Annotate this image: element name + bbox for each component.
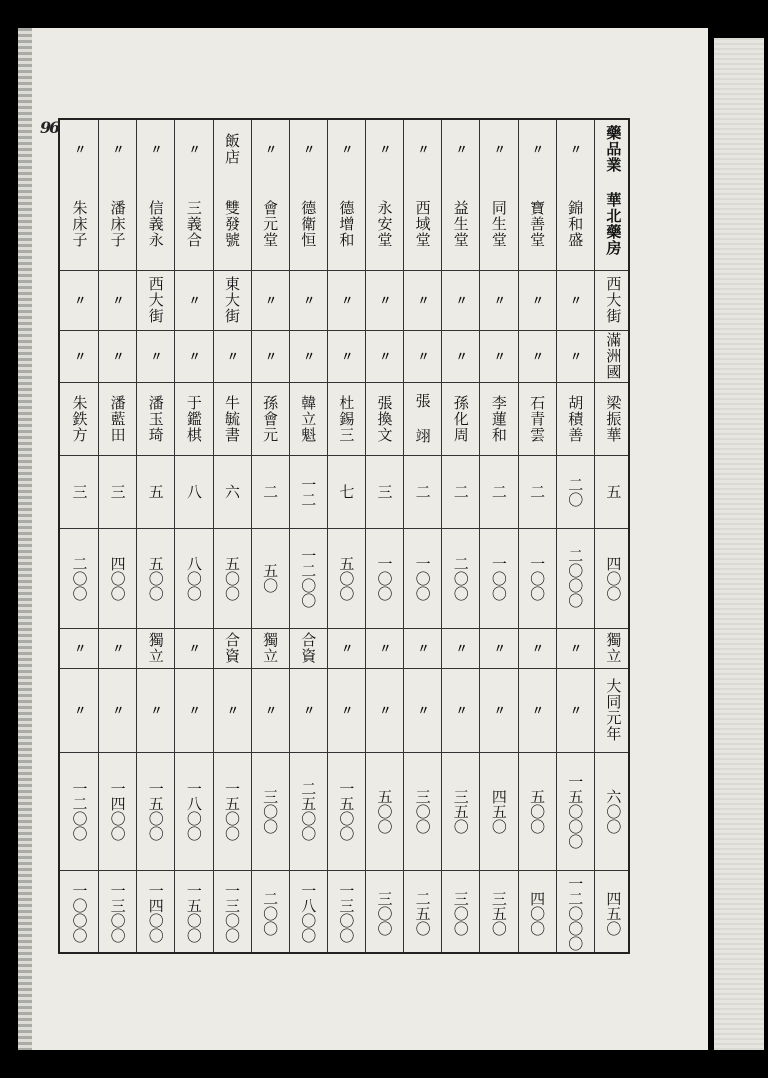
row-name-cell: 德衛恒 <box>299 200 318 248</box>
row-owner-cell: 于鑑棋 <box>184 394 203 443</box>
row-staff-cell: 二 <box>528 484 547 499</box>
header-founded-cell: 大同元年 <box>604 678 623 742</box>
ditto-mark: 〃 <box>415 293 430 307</box>
row-capital-cell: 四〇〇 <box>108 555 127 601</box>
header-name-cell: 華北藥房 <box>604 192 623 256</box>
row-staff-cell: 七 <box>337 484 356 499</box>
ditto-mark: 〃 <box>187 293 202 307</box>
ditto-mark: 〃 <box>568 349 583 363</box>
ditto-mark: 〃 <box>110 293 125 307</box>
row-sales-cell: 三〇〇 <box>413 788 432 834</box>
row-staff-cell: 二 <box>489 484 508 499</box>
row-name-cell: 德增和 <box>337 200 356 248</box>
row-type-cell: 獨立 <box>146 632 165 664</box>
ditto-mark: 〃 <box>110 142 125 156</box>
ditto-mark: 〃 <box>110 641 125 655</box>
row-capital-cell: 二〇〇 <box>70 555 89 601</box>
row-sales-cell: 一五〇〇〇 <box>566 773 585 849</box>
row-capital-cell: 一〇〇 <box>489 555 508 601</box>
header-owner-cell: 梁振華 <box>604 394 623 443</box>
ditto-mark: 〃 <box>377 142 392 156</box>
ditto-mark: 〃 <box>377 641 392 655</box>
row-stock-cell: 一〇〇〇 <box>70 883 89 943</box>
ditto-mark: 〃 <box>263 142 278 156</box>
ditto-mark: 〃 <box>339 641 354 655</box>
ditto-mark: 〃 <box>454 349 469 363</box>
ditto-mark: 〃 <box>415 349 430 363</box>
row-type-cell: 合資 <box>223 632 241 664</box>
row-staff-cell: 三 <box>375 484 394 499</box>
ditto-mark: 〃 <box>187 703 202 717</box>
header-stock-cell: 四五〇 <box>604 890 623 936</box>
ditto-mark: 〃 <box>454 703 469 717</box>
header-origin-cell: 滿洲國 <box>604 332 623 380</box>
row-capital-cell: 一〇〇 <box>413 555 432 601</box>
row-sales-cell: 一五〇〇 <box>223 781 241 841</box>
ditto-mark: 〃 <box>301 293 316 307</box>
row-stock-cell: 一三〇〇 <box>337 883 356 943</box>
ditto-mark: 〃 <box>187 349 202 363</box>
row-type-cell: 合資 <box>299 632 318 664</box>
ditto-mark: 〃 <box>339 142 354 156</box>
row-stock-cell: 四〇〇 <box>528 890 547 936</box>
row-sales-cell: 一五〇〇 <box>337 781 356 841</box>
ditto-mark: 〃 <box>377 703 392 717</box>
row-stock-cell: 一三〇〇 <box>108 883 127 943</box>
row-stock-cell: 三五〇 <box>489 890 508 936</box>
ditto-mark: 〃 <box>263 703 278 717</box>
row-name-cell: 西域堂 <box>413 200 432 248</box>
ditto-mark: 〃 <box>492 293 507 307</box>
ditto-mark: 〃 <box>149 142 164 156</box>
row-name-cell: 會元堂 <box>261 200 280 248</box>
ditto-mark: 〃 <box>568 142 583 156</box>
header-category-cell: 藥品業 <box>604 125 623 173</box>
row-capital-cell: 二〇〇〇 <box>566 548 585 608</box>
row-name-cell: 信義永 <box>146 200 165 248</box>
row-address-cell: 西大街 <box>146 276 165 324</box>
row-name-cell: 錦和盛 <box>566 200 585 248</box>
header-sales-cell: 六〇〇 <box>604 788 623 834</box>
ditto-mark: 〃 <box>225 349 240 363</box>
ditto-mark: 〃 <box>339 293 354 307</box>
row-capital-cell: 一二〇〇 <box>299 548 318 608</box>
row-staff-cell: 六 <box>223 484 241 499</box>
ditto-mark: 〃 <box>568 293 583 307</box>
row-sales-cell: 一五〇〇 <box>146 781 165 841</box>
row-capital-cell: 二〇〇 <box>451 555 470 601</box>
ditto-mark: 〃 <box>377 293 392 307</box>
row-owner-cell: 朱鉄方 <box>70 394 89 443</box>
row-owner-cell: 孫化周 <box>451 394 470 443</box>
row-staff-cell: 八 <box>184 484 203 499</box>
row-sales-cell: 二五〇〇 <box>299 781 318 841</box>
ditto-mark: 〃 <box>187 142 202 156</box>
row-owner-cell: 孫會元 <box>261 394 280 443</box>
row-name-cell: 同生堂 <box>489 200 508 248</box>
row-name-cell: 寶善堂 <box>528 200 547 248</box>
row-staff-cell: 二 <box>451 484 470 499</box>
ditto-mark: 〃 <box>72 641 87 655</box>
ditto-mark: 〃 <box>301 349 316 363</box>
row-name-cell: 朱床子 <box>70 200 89 248</box>
ditto-mark: 〃 <box>72 703 87 717</box>
row-owner-cell: 潘藍田 <box>108 394 127 443</box>
row-staff-cell: 二 <box>261 484 280 499</box>
ditto-mark: 〃 <box>110 349 125 363</box>
ditto-mark: 〃 <box>225 703 240 717</box>
row-staff-cell: 五 <box>146 484 165 499</box>
row-staff-cell: 二〇 <box>566 476 585 507</box>
ditto-mark: 〃 <box>187 641 202 655</box>
ditto-mark: 〃 <box>568 703 583 717</box>
row-sales-cell: 一二〇〇 <box>70 781 89 841</box>
row-sales-cell: 五〇〇 <box>375 788 394 834</box>
row-address-cell: 東大街 <box>223 276 241 324</box>
row-stock-cell: 三〇〇 <box>451 890 470 936</box>
ditto-mark: 〃 <box>149 703 164 717</box>
row-name-cell: 潘床子 <box>108 200 127 248</box>
row-owner-cell: 牛毓書 <box>223 394 241 443</box>
ditto-mark: 〃 <box>301 703 316 717</box>
header-address-cell: 西大街 <box>604 276 623 324</box>
row-staff-cell: 一二 <box>299 476 318 507</box>
row-stock-cell: 二〇〇 <box>261 890 280 936</box>
row-owner-cell: 杜錫三 <box>337 394 356 443</box>
ditto-mark: 〃 <box>492 641 507 655</box>
row-owner-cell: 張換文 <box>375 394 394 443</box>
row-owner-cell: 石青雲 <box>528 394 547 443</box>
row-owner-cell: 張 翊 <box>413 393 432 444</box>
ditto-mark: 〃 <box>530 142 545 156</box>
row-stock-cell: 一五〇〇 <box>184 883 203 943</box>
row-staff-cell: 三 <box>108 484 127 499</box>
business-register-table <box>58 118 630 954</box>
header-staff-cell: 五 <box>604 484 623 499</box>
ditto-mark: 〃 <box>530 349 545 363</box>
ditto-mark: 〃 <box>568 641 583 655</box>
header-type-cell: 獨立 <box>604 632 623 664</box>
ditto-mark: 〃 <box>415 703 430 717</box>
ditto-mark: 〃 <box>149 349 164 363</box>
row-staff-cell: 二 <box>413 484 432 499</box>
ditto-mark: 〃 <box>377 349 392 363</box>
row-sales-cell: 五〇〇 <box>528 788 547 834</box>
row-owner-cell: 韓立魁 <box>299 394 318 443</box>
ditto-mark: 〃 <box>110 703 125 717</box>
row-capital-cell: 五〇〇 <box>146 555 165 601</box>
page-number: 96 <box>40 118 59 137</box>
row-name-cell: 三義合 <box>184 200 203 248</box>
ditto-mark: 〃 <box>339 349 354 363</box>
row-owner-cell: 李蓮和 <box>489 394 508 443</box>
ditto-mark: 〃 <box>339 703 354 717</box>
row-stock-cell: 一三〇〇 <box>223 883 241 943</box>
row-sales-cell: 三五〇 <box>451 788 470 834</box>
row-stock-cell: 三〇〇 <box>375 890 394 936</box>
row-stock-cell: 一四〇〇 <box>146 883 165 943</box>
ditto-mark: 〃 <box>72 349 87 363</box>
ditto-mark: 〃 <box>530 703 545 717</box>
ditto-mark: 〃 <box>415 142 430 156</box>
row-name-cell: 永安堂 <box>375 200 394 248</box>
row-sales-cell: 一四〇〇 <box>108 781 127 841</box>
row-name-cell: 益生堂 <box>451 200 470 248</box>
ditto-mark: 〃 <box>72 293 87 307</box>
row-capital-cell: 五〇〇 <box>223 555 241 601</box>
ditto-mark: 〃 <box>530 293 545 307</box>
row-capital-cell: 五〇〇 <box>337 555 356 601</box>
ditto-mark: 〃 <box>263 349 278 363</box>
row-sales-cell: 四五〇 <box>489 788 508 834</box>
ditto-mark: 〃 <box>454 293 469 307</box>
ditto-mark: 〃 <box>301 142 316 156</box>
row-capital-cell: 八〇〇 <box>184 555 203 601</box>
ditto-mark: 〃 <box>454 142 469 156</box>
row-capital-cell: 五〇 <box>261 563 280 593</box>
row-sales-cell: 一八〇〇 <box>184 781 203 841</box>
row-sales-cell: 三〇〇 <box>261 788 280 834</box>
header-capital-cell: 四〇〇 <box>604 555 623 601</box>
ditto-mark: 〃 <box>492 142 507 156</box>
ditto-mark: 〃 <box>263 293 278 307</box>
row-owner-cell: 胡積善 <box>566 394 585 443</box>
row-capital-cell: 一〇〇 <box>528 555 547 601</box>
ditto-mark: 〃 <box>492 349 507 363</box>
row-owner-cell: 潘玉琦 <box>146 394 165 443</box>
row-staff-cell: 三 <box>70 484 89 499</box>
row-stock-cell: 一二〇〇〇 <box>566 875 585 951</box>
row-name-top-cell: 飯店 <box>223 133 241 165</box>
row-name-cell: 雙發號 <box>223 200 241 248</box>
ditto-mark: 〃 <box>530 641 545 655</box>
ditto-mark: 〃 <box>72 142 87 156</box>
ditto-mark: 〃 <box>492 703 507 717</box>
ditto-mark: 〃 <box>454 641 469 655</box>
row-type-cell: 獨立 <box>261 632 280 664</box>
ditto-mark: 〃 <box>415 641 430 655</box>
row-capital-cell: 一〇〇 <box>375 555 394 601</box>
adjacent-page-edge <box>714 38 764 1050</box>
row-stock-cell: 二五〇 <box>413 890 432 936</box>
row-stock-cell: 一八〇〇 <box>299 883 318 943</box>
